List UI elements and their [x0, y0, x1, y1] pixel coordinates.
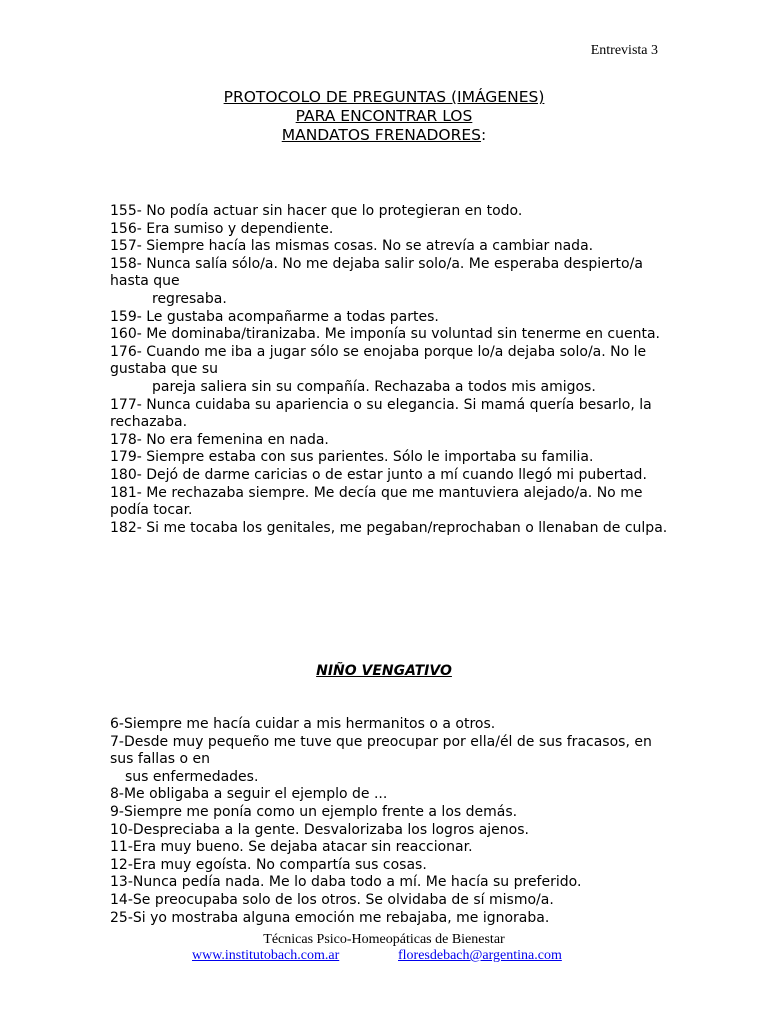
document-title	[0, 88, 768, 145]
page-header: Entrevista 3	[590, 43, 658, 58]
question-list-1	[110, 203, 670, 537]
title-line-3: MANDATOS FRENADORES	[281, 126, 482, 144]
list-item: 177- Nunca cuidaba su apariencia o su elegancia. Si mamá quería besarlo, la rechazaba.	[110, 396, 652, 431]
list-item-continuation: sus enfermedades.	[125, 768, 259, 785]
website-link[interactable]: www.institutobach.com.ar	[192, 948, 340, 963]
list-item: 159- Le gustaba acompañarme a todas partes.	[110, 308, 439, 325]
footer-links	[0, 948, 768, 966]
title-line-2: PARA ENCONTRAR LOS	[295, 107, 473, 125]
list-item: 12-Era muy egoísta. No compartía sus cosas.	[110, 856, 427, 873]
list-item: 160- Me dominaba/tiranizaba. Me imponía su voluntad sin tenerme en cuenta.	[110, 326, 660, 343]
list-item: 158- Nunca salía sólo/a. No me dejaba salir solo/a. Me esperaba despierto/a hasta que regresaba.	[110, 256, 670, 309]
footer-text: Técnicas Psico-Homeopáticas de Bienestar	[263, 932, 505, 947]
page-footer	[0, 932, 768, 966]
list-item: 179- Siempre estaba con sus parientes. Sólo le importaba su familia.	[110, 449, 594, 466]
list-item: 156- Era sumiso y dependiente.	[110, 220, 334, 237]
list-item: 182- Si me tocaba los genitales, me pegaban/reprochaban o llenaban de culpa.	[110, 519, 668, 536]
list-item: 178- No era femenina en nada.	[110, 431, 329, 448]
list-item: 176- Cuando me iba a jugar sólo se enojaba porque lo/a dejaba solo/a. No le gustaba que su pareja saliera sin su compañía. Rechazaba a todos mis amigos.	[110, 344, 670, 397]
list-item: 10-Despreciaba a la gente. Desvalorizaba los logros ajenos.	[110, 821, 529, 838]
section-title: NIÑO VENGATIVO	[316, 663, 452, 679]
list-item: 157- Siempre hacía las mismas cosas. No se atrevía a cambiar nada.	[110, 238, 594, 255]
list-item: 14-Se preocupaba solo de los otros. Se olvidaba de sí mismo/a.	[110, 891, 554, 908]
list-item: 6-Siempre me hacía cuidar a mis hermanitos o a otros.	[110, 716, 496, 732]
list-item: 11-Era muy bueno. Se dejaba atacar sin reaccionar.	[110, 839, 473, 856]
list-item-continuation: regresaba.	[152, 290, 227, 307]
title-colon: :	[481, 126, 487, 144]
list-item: 9-Siempre me ponía como un ejemplo frente a los demás.	[110, 803, 518, 820]
list-item: 13-Nunca pedía nada. Me lo daba todo a mí. Me hacía su preferido.	[110, 874, 582, 891]
list-item: 7-Desde muy pequeño me tuve que preocupar por ella/él de sus fracasos, en sus fallas o en sus enfermedades.	[110, 734, 670, 787]
list-item: 180- Dejó de darme caricias o de estar junto a mí cuando llegó mi pubertad.	[110, 466, 647, 483]
list-item: 155- No podía actuar sin hacer que lo protegieran en todo.	[110, 203, 523, 219]
list-item: 25-Si yo mostraba alguna emoción me rebajaba, me ignoraba.	[110, 909, 550, 926]
question-list-2	[110, 716, 670, 927]
title-line-1: PROTOCOLO DE PREGUNTAS (IMÁGENES)	[223, 88, 545, 106]
email-link[interactable]: floresdebach@argentina.com	[398, 948, 562, 963]
list-item: 181- Me rechazaba siempre. Me decía que me mantuviera alejado/a. No me podía tocar.	[110, 484, 643, 519]
list-item: 8-Me obligaba a seguir el ejemplo de ...	[110, 786, 388, 803]
list-item-continuation: pareja saliera sin su compañía. Rechazaba a todos mis amigos.	[152, 378, 596, 395]
